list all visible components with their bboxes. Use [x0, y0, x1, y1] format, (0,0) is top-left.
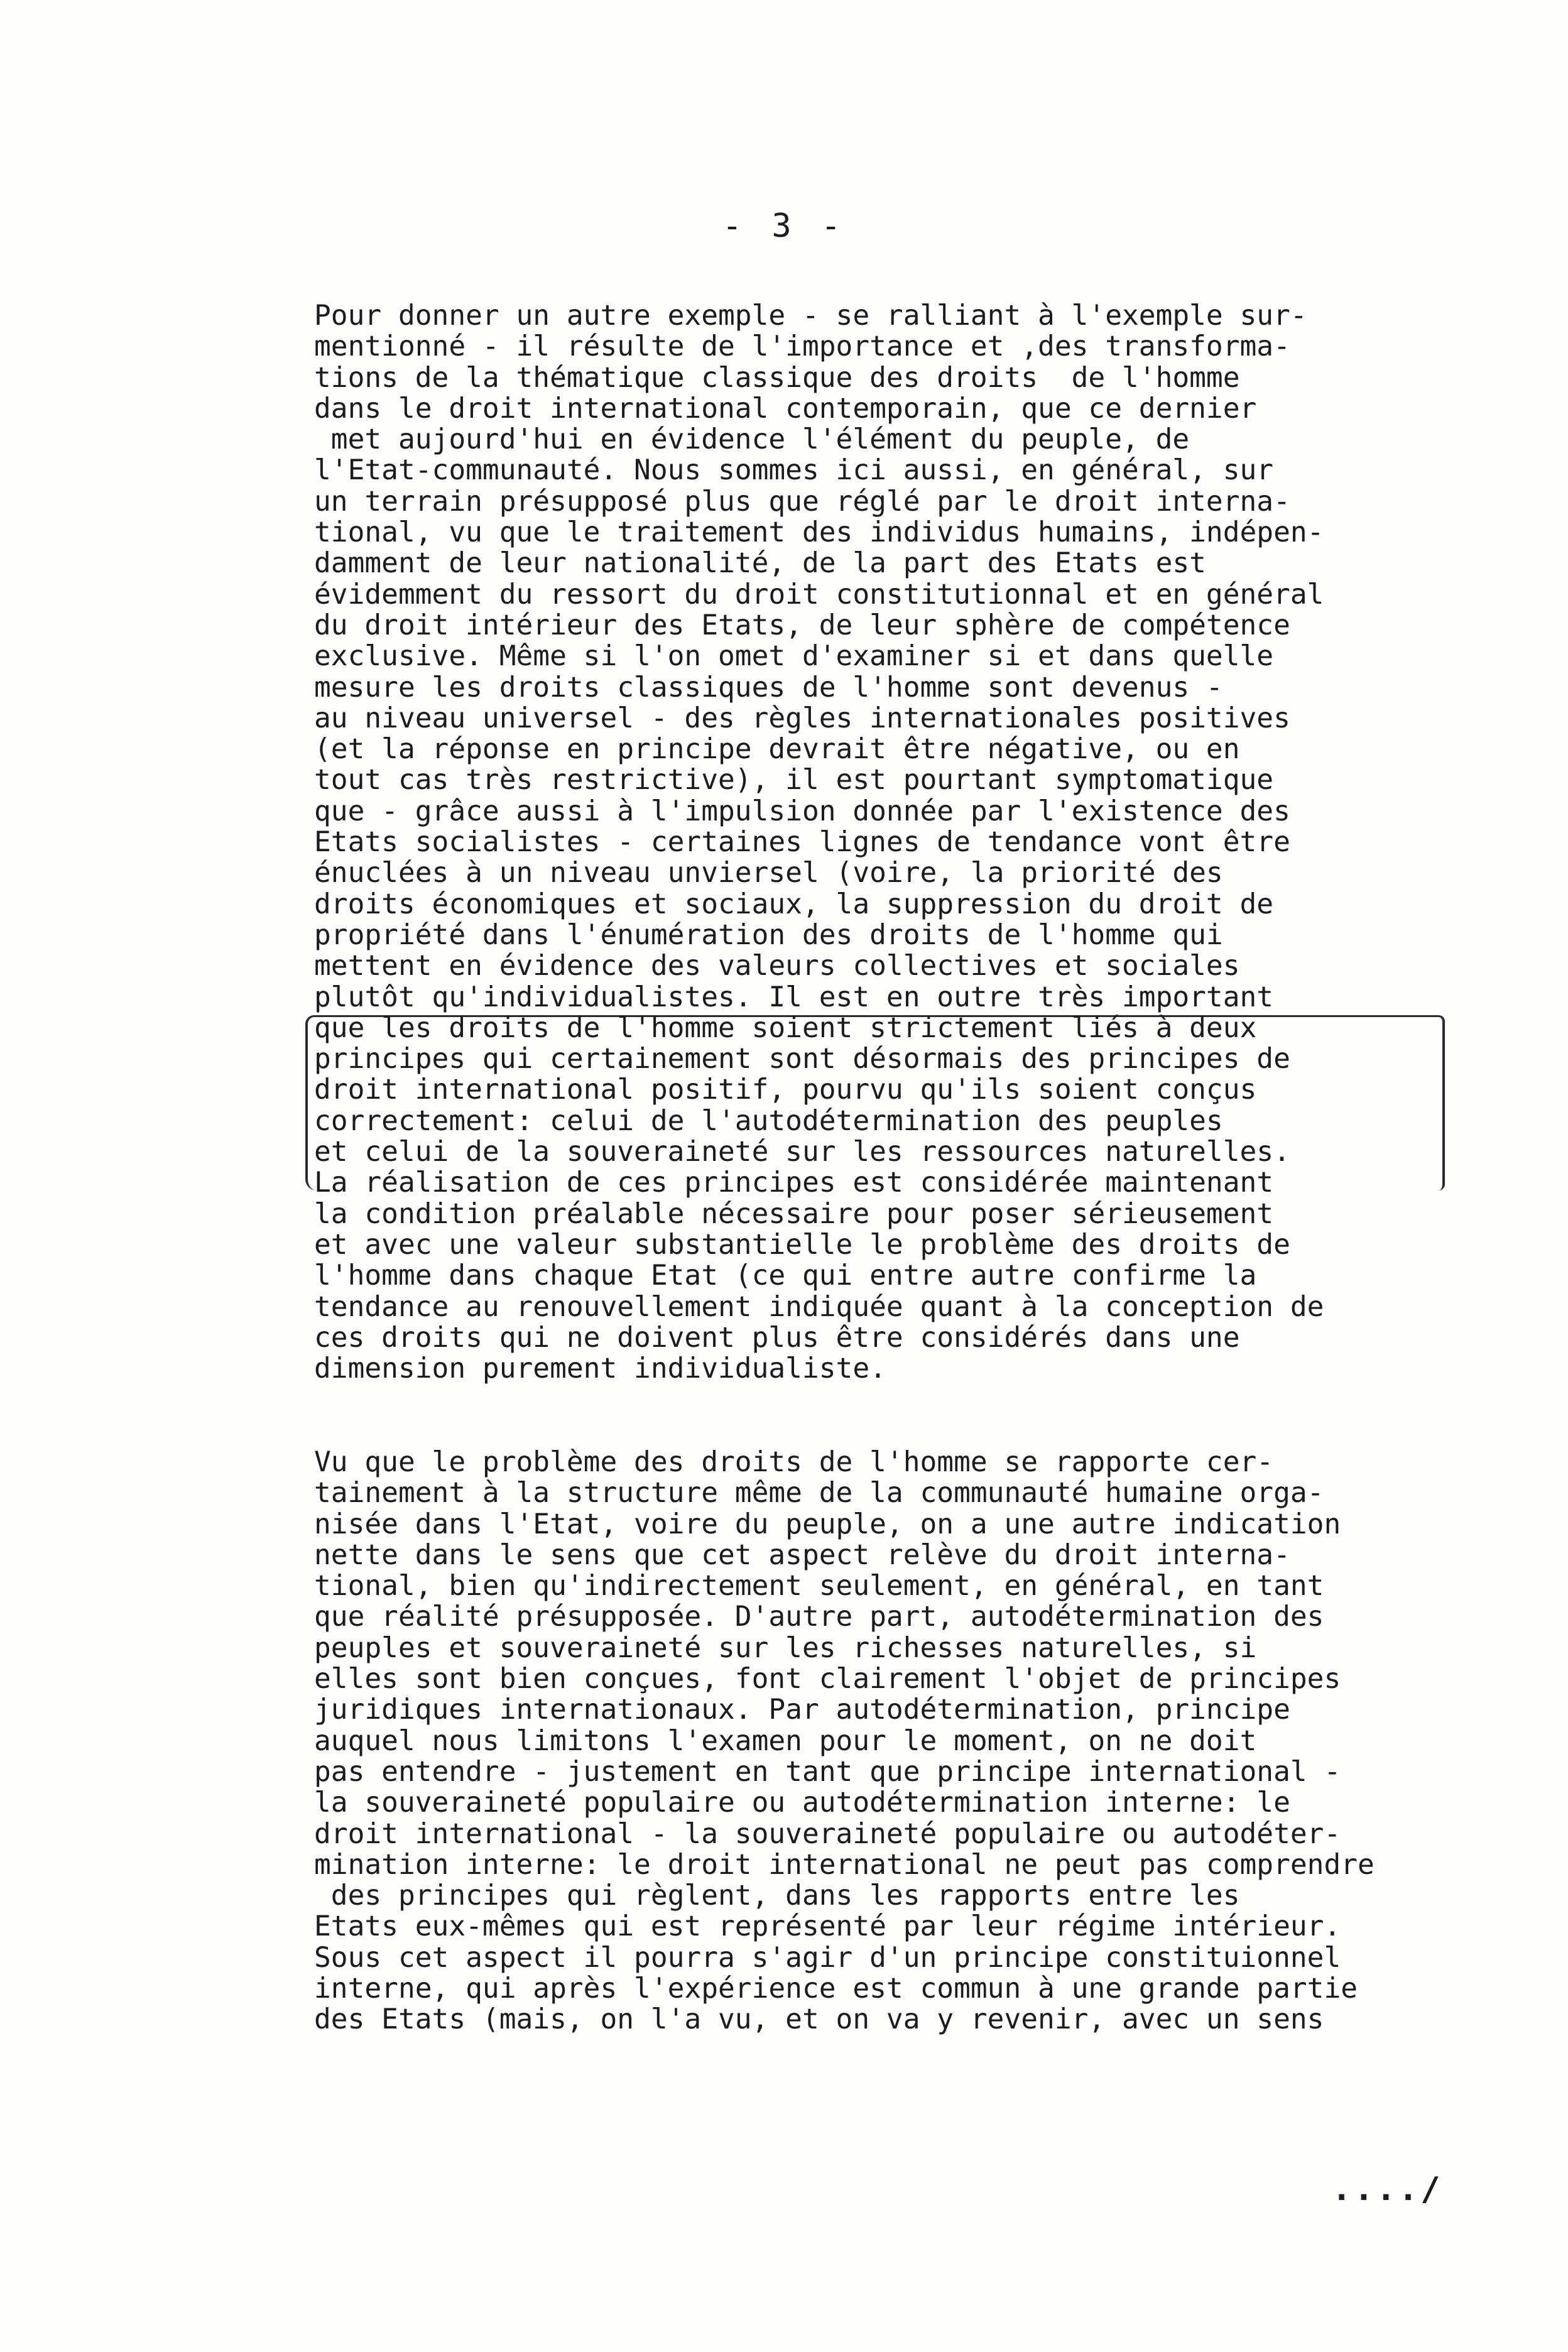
text-line: l'homme dans chaque Etat (ce qui entre autre confirme la: [314, 1260, 1257, 1292]
text-line: correctement: celui de l'autodétermination des peuples: [314, 1104, 1223, 1137]
text-line: mentionné - il résulte de l'importance et ,des transforma-: [314, 330, 1290, 363]
text-line: La réalisation de ces principes est considérée maintenant: [314, 1167, 1274, 1199]
text-line: Etats socialistes - certaines lignes de tendance vont être: [314, 826, 1290, 859]
text-line: mesure les droits classiques de l'homme sont devenus -: [314, 671, 1223, 704]
text-line: et avec une valeur substantielle le problème des droits de: [314, 1228, 1290, 1261]
text-line: tional, bien qu'indirectement seulement, en général, en tant: [314, 1570, 1324, 1603]
text-line: mettent en évidence des valeurs collectives et sociales: [314, 950, 1240, 983]
text-line: tendance au renouvellement indiquée quant à la conception de: [314, 1290, 1324, 1323]
text-line: damment de leur nationalité, de la part des Etats est: [314, 547, 1206, 580]
text-line: la condition préalable nécessaire pour poser sérieusement: [314, 1197, 1274, 1230]
text-line: pas entendre - justement en tant que principe international -: [314, 1755, 1341, 1788]
text-line: tainement à la structure même de la communauté humaine orga-: [314, 1477, 1324, 1510]
text-line: Etats eux-mêmes qui est représenté par leur régime intérieur.: [314, 1910, 1341, 1943]
text-line: elles sont bien conçues, font clairement l'objet de principes: [314, 1663, 1341, 1696]
text-line: plutôt qu'individualistes. Il est en outre très important: [314, 981, 1274, 1013]
text-line: au niveau universel - des règles internationales positives: [314, 702, 1290, 734]
text-line: (et la réponse en principe devrait être négative, ou en: [314, 733, 1240, 766]
text-line: que réalité présupposée. D'autre part, autodétermination des: [314, 1601, 1324, 1633]
text-line: interne, qui après l'expérience est commun à une grande partie: [314, 1973, 1358, 2005]
text-line: dimension purement individualiste.: [314, 1353, 886, 1385]
text-line: mination interne: le droit international ne peut pas comprendre: [314, 1848, 1375, 1881]
text-line: principes qui certainement sont désormais des principes de: [314, 1043, 1290, 1075]
text-line: juridiques internationaux. Par autodétermination, principe: [314, 1694, 1290, 1726]
text-line: tional, vu que le traitement des individus humains, indépen-: [314, 516, 1324, 549]
text-line: des principes qui règlent, dans les rapports entre les: [314, 1880, 1240, 1912]
text-line: Sous cet aspect il pourra s'agir d'un principe constituionnel: [314, 1941, 1341, 1974]
text-line: met aujourd'hui en évidence l'élément du peuple, de: [314, 423, 1190, 456]
text-line: exclusive. Même si l'on omet d'examiner si et dans quelle: [314, 640, 1274, 673]
text-line: des Etats (mais, on l'a vu, et on va y revenir, avec un sens: [314, 2003, 1324, 2036]
text-line: évidemment du ressort du droit constitutionnal et en général: [314, 578, 1324, 611]
text-line: Vu que le problème des droits de l'homme se rapporte cer-: [314, 1446, 1274, 1478]
text-line: que les droits de l'homme soient strictement liés à deux: [314, 1011, 1257, 1044]
text-line: nisée dans l'Etat, voire du peuple, on a une autre indication: [314, 1508, 1341, 1540]
paragraph-2: [314, 1447, 1495, 2035]
text-line: auquel nous limitons l'examen pour le moment, on ne doit: [314, 1724, 1257, 1757]
page-number: - 3 -: [722, 207, 846, 245]
text-line: dans le droit international contemporain, que ce dernier: [314, 392, 1257, 425]
paragraph-1: [314, 300, 1495, 1384]
text-line: tions de la thématique classique des droits de l'homme: [314, 361, 1240, 394]
text-line: énuclées à un niveau unviersel (voire, la priorité des: [314, 857, 1223, 890]
text-line: ces droits qui ne doivent plus être considérés dans une: [314, 1321, 1240, 1354]
text-line: un terrain présupposé plus que réglé par le droit interna-: [314, 485, 1290, 518]
text-line: que - grâce aussi à l'impulsion donnée par l'existence des: [314, 795, 1290, 827]
text-line: l'Etat-communauté. Nous sommes ici aussi, en général, sur: [314, 454, 1274, 487]
text-line: droits économiques et sociaux, la suppression du droit de: [314, 888, 1274, 920]
text-line: du droit intérieur des Etats, de leur sphère de compétence: [314, 609, 1290, 641]
text-line: nette dans le sens que cet aspect relève du droit interna-: [314, 1538, 1290, 1571]
text-line: droit international positif, pourvu qu'ils soient conçus: [314, 1074, 1257, 1106]
continuation-mark: ..../: [1332, 2170, 1443, 2208]
text-line: la souveraineté populaire ou autodétermination interne: le: [314, 1787, 1290, 1819]
text-line: peuples et souveraineté sur les richesses naturelles, si: [314, 1631, 1257, 1664]
text-line: Pour donner un autre exemple - se ralliant à l'exemple sur-: [314, 300, 1307, 332]
text-line: et celui de la souveraineté sur les ressources naturelles.: [314, 1136, 1290, 1168]
text-line: droit international - la souveraineté populaire ou autodéter-: [314, 1817, 1341, 1850]
text-line: propriété dans l'énumération des droits de l'homme qui: [314, 918, 1223, 951]
text-line: tout cas très restrictive), il est pourtant symptomatique: [314, 764, 1274, 797]
